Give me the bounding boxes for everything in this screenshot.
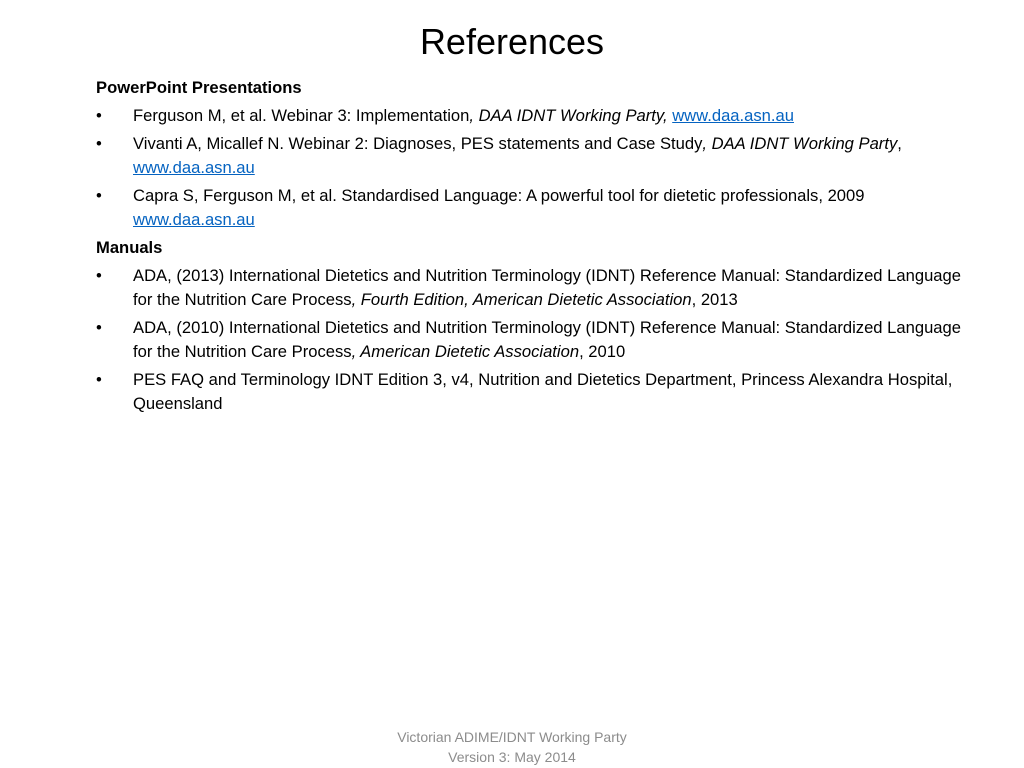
bullet-icon: • xyxy=(96,370,102,389)
reference-item xyxy=(96,368,976,416)
reference-tail: , 2010 xyxy=(579,342,626,361)
references-content xyxy=(96,76,976,420)
manuals-list xyxy=(96,264,976,416)
reference-link[interactable]: www.daa.asn.au xyxy=(672,106,794,125)
reference-text: Capra S, Ferguson M, et al. Standardised Language: A powerful tool for dietetic professionals, 2009 xyxy=(133,186,865,205)
reference-tail: , 2013 xyxy=(691,290,738,309)
reference-text: ADA, (2010) International Dietetics and Nutrition Terminology (IDNT) Reference Manual: Standardized Language for the Nutrition Care Process xyxy=(133,318,961,361)
footer-version: Version 3: May 2014 xyxy=(448,749,576,765)
bullet-icon: • xyxy=(96,186,102,205)
reference-text: ADA, (2013) International Dietetics and Nutrition Terminology (IDNT) Reference Manual: Standardized Language for the Nutrition Care Process xyxy=(133,266,961,309)
bullet-icon: • xyxy=(96,266,102,285)
reference-item xyxy=(96,132,976,180)
footer-organization: Victorian ADIME/IDNT Working Party xyxy=(397,729,627,745)
section-heading-manuals: Manuals xyxy=(96,238,163,257)
reference-italic: , Fourth Edition, American Dietetic Association xyxy=(351,290,692,309)
presentations-list xyxy=(96,104,976,232)
reference-item xyxy=(96,184,976,232)
reference-text: Vivanti A, Micallef N. Webinar 2: Diagnoses, PES statements and Case Study xyxy=(133,134,703,153)
reference-italic: , DAA IDNT Working Party, xyxy=(469,106,668,125)
bullet-icon: • xyxy=(96,106,102,125)
reference-italic: , DAA IDNT Working Party xyxy=(702,134,898,153)
reference-item xyxy=(96,264,976,312)
section-heading-presentations: PowerPoint Presentations xyxy=(96,78,302,97)
slide-footer xyxy=(0,727,1024,767)
reference-link[interactable]: www.daa.asn.au xyxy=(133,210,255,229)
bullet-icon: • xyxy=(96,134,102,153)
reference-text: Ferguson M, et al. Webinar 3: Implementation xyxy=(133,106,470,125)
reference-link[interactable]: www.daa.asn.au xyxy=(133,158,255,177)
slide-title: References xyxy=(419,21,605,62)
reference-item xyxy=(96,316,976,364)
reference-text: PES FAQ and Terminology IDNT Edition 3, v4, Nutrition and Dietetics Department, Princess Alexandra Hospital, Queensland xyxy=(133,370,953,413)
reference-italic: , American Dietetic Association xyxy=(351,342,580,361)
reference-tail: , xyxy=(897,134,902,153)
bullet-icon: • xyxy=(96,318,102,337)
reference-item xyxy=(96,104,976,128)
